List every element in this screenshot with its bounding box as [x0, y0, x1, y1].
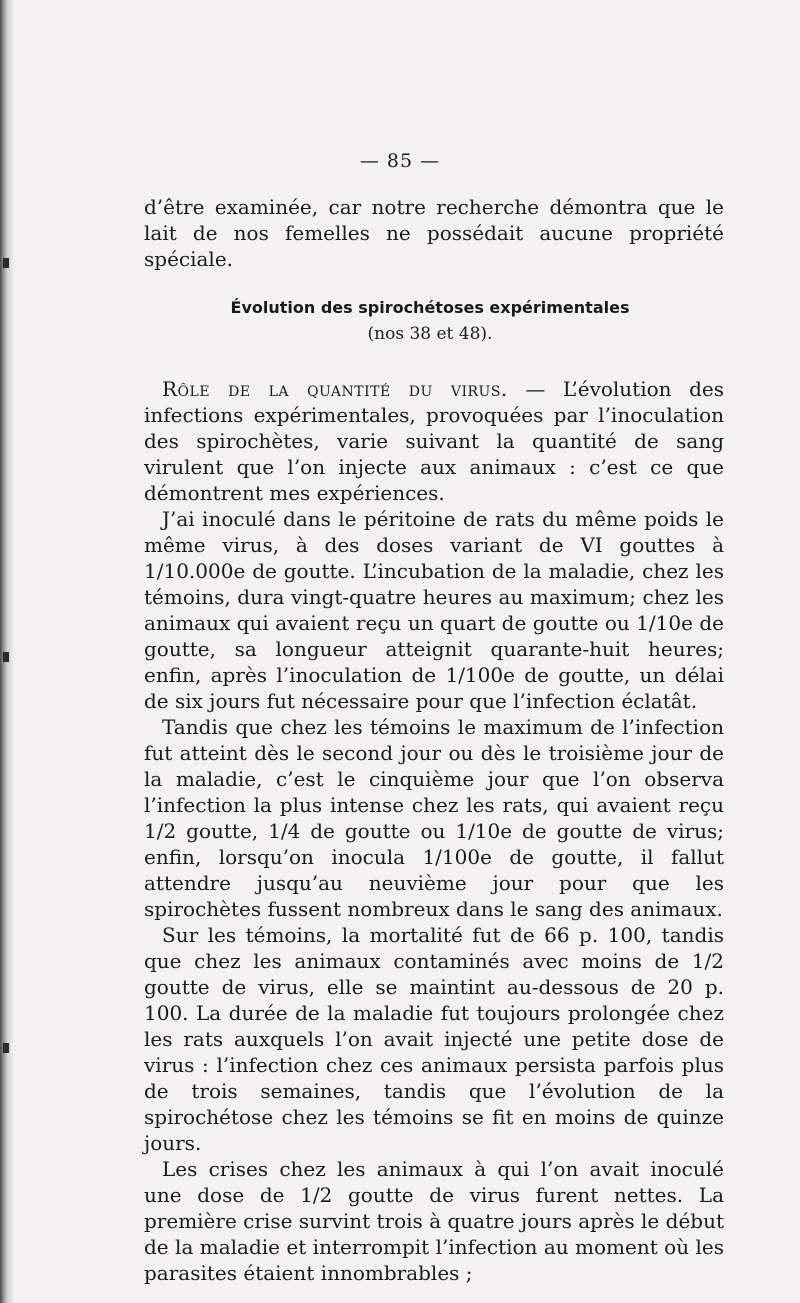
continuation-paragraph: [144, 194, 724, 272]
paragraph: Les crises chez les animaux à qui l’on avait inoculé une dose de 1/2 goutte de virus furent nettes. La première crise survint trois à quatre jours après le début de la maladie et interrompit l’infection au moment où les parasites étaient innombrables ;: [144, 1157, 724, 1285]
run-in-title: Rôle de la quantité du virus.: [162, 377, 508, 401]
section-heading: Évolution des spirochétoses expérimentales: [230, 298, 630, 317]
paragraph: Tandis que chez les témoins le maximum de l’infection fut atteint dès le second jour ou dès le troisième jour de la maladie, c’est le cinquième jour que l’on observa l’infection la plus intense chez les rats, qui avaient reçu 1/2 goutte, 1/4 de goutte ou 1/10e de goutte de virus; enfin, lorsqu’on inocula 1/100e de goutte, il fallut attendre jusqu’au neuvième jour pour que les spirochètes fussent nombreux dans le sang des animaux.: [144, 715, 724, 921]
page-number: — 85 —: [359, 150, 441, 172]
binding-mark: [3, 258, 9, 268]
paragraph: Sur les témoins, la mortalité fut de 66 p. 100, tandis que chez les animaux contaminés avec moins de 1/2 goutte de virus, elle se maintint au-dessous de 20 p. 100. La durée de la maladie fut toujours prolongée chez les rats auxquels l’on avait injecté une petite dose de virus : l’infection chez ces animaux persista parfois plus de trois semaines, tandis que l’évolution de la spirochétose chez les témoins se fit en moins de quinze jours.: [144, 923, 724, 1155]
continuation-text: d’être examinée, car notre recherche démontra que le lait de nos femelles ne possédait aucune propriété spéciale.: [144, 195, 724, 271]
paragraph-text: — L’évolution des infections expérimentales, provoquées par l’inoculation des spirochètes, varie suivant la quantité de sang virulent que l’on injecte aux animaux : c’est ce que démontrent mes expériences.: [144, 377, 724, 505]
paragraph: [144, 376, 724, 506]
body-text: [144, 376, 724, 1286]
binding-mark: [3, 652, 9, 662]
section-subheading: (nos 38 et 48).: [367, 324, 493, 344]
binding-mark: [3, 1043, 9, 1053]
paragraph: J’ai inoculé dans le péritoine de rats du même poids le même virus, à des doses variant de VI gouttes à 1/10.000e de goutte. L’incubation de la maladie, chez les témoins, dura vingt-quatre heures au maximum; chez les animaux qui avaient reçu un quart de goutte ou 1/10e de goutte, sa longueur atteignit quarante-huit heures; enfin, après l’inoculation de 1/100e de goutte, un délai de six jours fut nécessaire pour que l’infection éclatât.: [144, 507, 724, 713]
